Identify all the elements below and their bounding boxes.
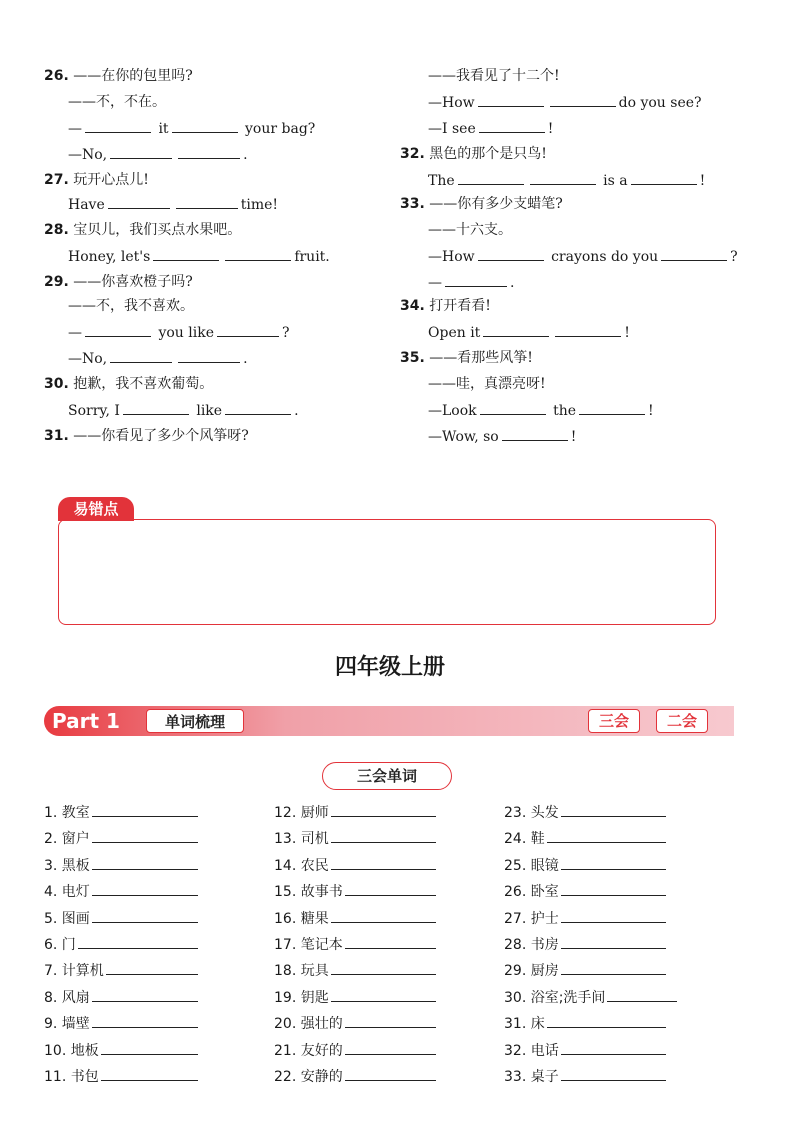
answer-blank[interactable]: [550, 92, 616, 107]
answer-blank[interactable]: [631, 170, 697, 185]
answer-blank[interactable]: [108, 194, 170, 209]
vocab-word-cn: 4. 电灯: [44, 884, 90, 901]
vocab-item: [274, 802, 436, 823]
vocab-answer-blank[interactable]: [92, 908, 198, 923]
answer-blank[interactable]: [555, 322, 621, 337]
vocab-answer-blank[interactable]: [607, 987, 677, 1002]
tag-two-skills: 二会: [656, 709, 708, 733]
exercise-35-prompt: 35. ——看那些风筝!: [400, 350, 533, 366]
answer-blank[interactable]: [530, 170, 596, 185]
vocab-answer-blank[interactable]: [92, 828, 198, 843]
vocab-word-cn: 30. 浴室;洗手间: [504, 989, 606, 1006]
vocab-item: [274, 855, 436, 876]
vocab-word-cn: 16. 糖果: [274, 910, 329, 927]
exercise-26-answer-cn: ——不，不在。: [68, 94, 166, 110]
answer-blank[interactable]: [153, 246, 219, 261]
vocab-item: [274, 881, 436, 902]
vocab-item: [44, 1040, 198, 1061]
vocab-answer-blank[interactable]: [101, 1040, 198, 1055]
vocab-item: [504, 934, 666, 955]
vocab-item: [504, 855, 666, 876]
vocab-item: [44, 881, 198, 902]
vocab-word-cn: 18. 玩具: [274, 963, 329, 980]
vocab-answer-blank[interactable]: [345, 934, 436, 949]
vocab-answer-blank[interactable]: [331, 802, 436, 817]
vocab-word-cn: 13. 司机: [274, 831, 329, 848]
vocab-word-cn: 17. 笔记本: [274, 937, 343, 953]
exercise-31-answer-cn: ——我看见了十二个!: [428, 68, 560, 84]
exercise-26-line-2: —No, .: [68, 144, 248, 165]
answer-blank[interactable]: [478, 246, 544, 261]
answer-blank[interactable]: [217, 322, 279, 337]
vocab-word-cn: 15. 故事书: [274, 884, 343, 901]
vocab-word-cn: 7. 计算机: [44, 963, 104, 980]
vocab-word-cn: 8. 风扇: [44, 989, 90, 1006]
exercise-35-line-1: —Look the !: [428, 400, 654, 421]
exercise-33-line-1: —How crayons do you ?: [428, 246, 738, 267]
vocab-item: [504, 1066, 666, 1087]
exercise-33-line-2: — .: [428, 272, 514, 293]
answer-blank[interactable]: [480, 400, 546, 415]
vocab-word-cn: 3. 黑板: [44, 857, 90, 874]
answer-blank[interactable]: [176, 194, 238, 209]
vocab-item: [274, 1066, 436, 1087]
vocab-item: [504, 987, 677, 1008]
exercise-31-line-2: —I see !: [428, 118, 553, 139]
answer-blank[interactable]: [85, 118, 151, 133]
vocab-word-cn: 25. 眼镜: [504, 857, 559, 874]
grade-title: 四年级上册: [334, 655, 445, 680]
vocab-word-cn: 26. 卧室: [504, 884, 559, 901]
answer-blank[interactable]: [445, 272, 507, 287]
answer-blank[interactable]: [123, 400, 189, 415]
exercise-32-prompt: 32. 黑色的那个是只鸟!: [400, 146, 547, 162]
vocab-word-cn: 22. 安静的: [274, 1069, 343, 1085]
vocab-word-cn: 29. 厨房: [504, 963, 559, 980]
vocab-item: [44, 1013, 198, 1034]
vocab-answer-blank[interactable]: [92, 855, 198, 870]
vocab-item: [504, 802, 666, 823]
vocab-answer-blank[interactable]: [106, 960, 198, 975]
vocab-word-cn: 10. 地板: [44, 1042, 99, 1059]
vocab-answer-blank[interactable]: [561, 934, 666, 949]
vocab-item: [44, 908, 198, 929]
exercise-27-prompt: 27. 玩开心点儿!: [44, 172, 149, 188]
vocab-word-cn: 19. 钥匙: [274, 989, 329, 1006]
vocab-answer-blank[interactable]: [92, 881, 198, 896]
exercise-28-prompt: 28. 宝贝儿，我们买点水果吧。: [44, 222, 242, 238]
vocab-answer-blank[interactable]: [331, 987, 436, 1002]
exercise-29-answer-cn: ——不，我不喜欢。: [68, 298, 194, 314]
vocab-word-cn: 28. 书房: [504, 937, 559, 953]
vocab-word-cn: 5. 图画: [44, 910, 90, 927]
vocab-answer-blank[interactable]: [78, 934, 198, 949]
vocab-answer-blank[interactable]: [561, 802, 666, 817]
answer-blank[interactable]: [85, 322, 151, 337]
vocab-answer-blank[interactable]: [92, 1013, 198, 1028]
vocab-answer-blank[interactable]: [331, 855, 436, 870]
vocab-item: [274, 987, 436, 1008]
exercise-26-line-1: — it your bag?: [68, 118, 315, 139]
vocab-item: [44, 934, 198, 955]
vocab-word-cn: 31. 床: [504, 1016, 545, 1033]
vocab-item: [274, 934, 436, 955]
answer-blank[interactable]: [502, 426, 568, 441]
vocab-answer-blank[interactable]: [331, 960, 436, 975]
vocab-item: [274, 908, 436, 929]
vocab-word-cn: 32. 电话: [504, 1042, 559, 1059]
exercise-27-line: Have time!: [68, 194, 278, 215]
exercise-31-prompt: 31. ——你看见了多少个风筝呀?: [44, 428, 249, 444]
vocab-word-cn: 21. 友好的: [274, 1042, 343, 1059]
vocab-answer-blank[interactable]: [101, 1066, 198, 1081]
vocab-answer-blank[interactable]: [345, 1013, 436, 1028]
vocab-word-cn: 27. 护士: [504, 910, 559, 927]
vocab-item: [44, 855, 198, 876]
vocab-answer-blank[interactable]: [345, 881, 436, 896]
vocab-word-cn: 11. 书包: [44, 1069, 99, 1085]
answer-blank[interactable]: [110, 348, 172, 363]
vocab-answer-blank[interactable]: [547, 828, 666, 843]
exercise-26-prompt: 26. ——在你的包里吗?: [44, 68, 193, 84]
vocab-item: [44, 987, 198, 1008]
vocab-answer-blank[interactable]: [561, 908, 666, 923]
exercise-31-line-1: —How do you see?: [428, 92, 702, 113]
answer-blank[interactable]: [225, 400, 291, 415]
vocab-word-cn: 23. 头发: [504, 805, 559, 821]
vocab-answer-blank[interactable]: [92, 802, 198, 817]
exercise-32-line: The is a !: [428, 170, 705, 191]
part-subtitle: 单词梳理: [146, 709, 244, 733]
vocab-word-cn: 20. 强壮的: [274, 1016, 343, 1033]
answer-blank[interactable]: [661, 246, 727, 261]
mistakes-label: 易错点: [58, 497, 134, 521]
vocab-item: [504, 828, 666, 849]
exercise-30-prompt: 30. 抱歉，我不喜欢葡萄。: [44, 376, 214, 392]
vocab-word-cn: 9. 墙壁: [44, 1016, 90, 1033]
exercise-35-line-2: —Wow, so !: [428, 426, 576, 447]
vocab-item: [504, 960, 666, 981]
vocab-item: [44, 1066, 198, 1087]
vocab-item: [44, 802, 198, 823]
answer-blank[interactable]: [110, 144, 172, 159]
answer-blank[interactable]: [178, 348, 240, 363]
exercise-28-line: Honey, let's fruit.: [68, 246, 330, 267]
vocab-word-cn: 12. 厨师: [274, 805, 329, 821]
vocab-answer-blank[interactable]: [345, 1066, 436, 1081]
vocab-item: [274, 1040, 436, 1061]
exercise-30-line: Sorry, I like .: [68, 400, 299, 421]
part-label: Part 1: [52, 709, 120, 733]
vocab-item: [504, 881, 666, 902]
vocab-item: [274, 960, 436, 981]
answer-blank[interactable]: [172, 118, 238, 133]
vocab-word-cn: 2. 窗户: [44, 831, 90, 848]
vocab-word-cn: 1. 教室: [44, 805, 90, 821]
exercise-29-line-1: — you like ?: [68, 322, 290, 343]
vocab-answer-blank[interactable]: [331, 828, 436, 843]
vocab-answer-blank[interactable]: [561, 1066, 666, 1081]
vocab-item: [274, 1013, 436, 1034]
answer-blank[interactable]: [478, 92, 544, 107]
answer-blank[interactable]: [479, 118, 545, 133]
exercise-33-prompt: 33. ——你有多少支蜡笔?: [400, 196, 563, 212]
vocab-answer-blank[interactable]: [561, 960, 666, 975]
vocab-answer-blank[interactable]: [345, 1040, 436, 1055]
vocab-item: [504, 1040, 666, 1061]
vocab-answer-blank[interactable]: [561, 1040, 666, 1055]
vocab-answer-blank[interactable]: [561, 855, 666, 870]
vocab-word-cn: 14. 农民: [274, 857, 329, 874]
vocab-item: [44, 828, 198, 849]
vocab-word-cn: 24. 鞋: [504, 831, 545, 848]
vocab-item: [44, 960, 198, 981]
vocab-answer-blank[interactable]: [331, 908, 436, 923]
exercise-34-prompt: 34. 打开看看!: [400, 298, 491, 314]
vocab-answer-blank[interactable]: [561, 881, 666, 896]
vocab-word-cn: 6. 门: [44, 937, 76, 953]
vocab-answer-blank[interactable]: [547, 1013, 666, 1028]
vocab-item: [504, 908, 666, 929]
exercise-29-prompt: 29. ——你喜欢橙子吗?: [44, 274, 193, 290]
exercise-33-answer-cn: ——十六支。: [428, 222, 512, 238]
mistakes-notes-box[interactable]: [58, 519, 716, 625]
tag-three-skills: 三会: [588, 709, 640, 733]
answer-blank[interactable]: [225, 246, 291, 261]
exercise-29-line-2: —No, .: [68, 348, 248, 369]
vocab-item: [504, 1013, 666, 1034]
answer-blank[interactable]: [458, 170, 524, 185]
answer-blank[interactable]: [483, 322, 549, 337]
answer-blank[interactable]: [579, 400, 645, 415]
vocab-section-title: 三会单词: [322, 762, 452, 790]
vocab-item: [274, 828, 436, 849]
exercise-35-answer-cn: ——哇，真漂亮呀!: [428, 376, 546, 392]
vocab-word-cn: 33. 桌子: [504, 1069, 559, 1085]
vocab-answer-blank[interactable]: [92, 987, 198, 1002]
answer-blank[interactable]: [178, 144, 240, 159]
exercise-34-line: Open it !: [428, 322, 630, 343]
